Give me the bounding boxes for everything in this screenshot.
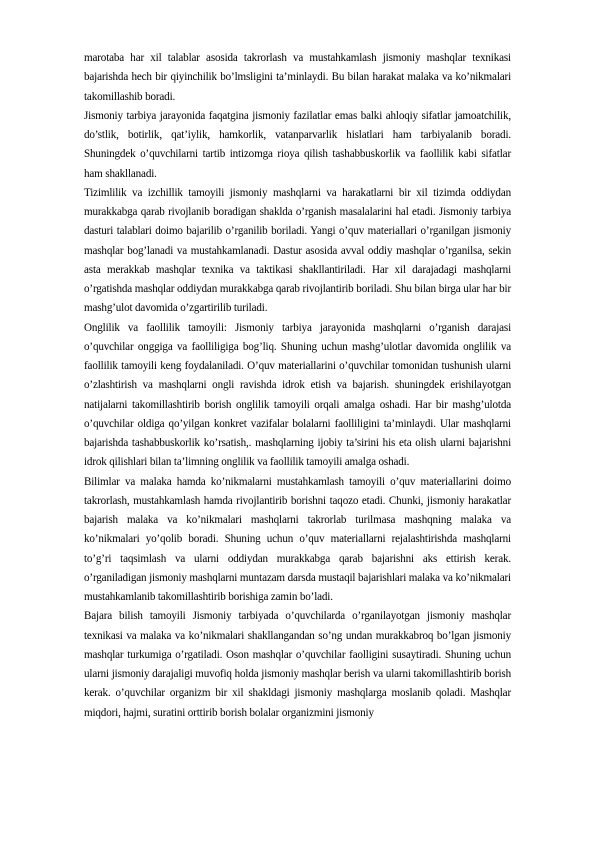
paragraph-moral-qualities: Jismoniy tarbiya jarayonida faqatgina jismoniy fazilatlar emas balki ahloqiy sifatlar jamoatchilik, do’stlik, botirlik, qat’iylik, hamkorlik, vatanparvarlik hislatlari ham tarbiyalanib boradi. Shuningdek o’quvchilarni tartib intizomga rioya qilish tashabbuskorlik va faollilik kabi sifatlar ham shakllanadi. xyxy=(84,109,511,180)
document-text-body xyxy=(84,49,511,723)
paragraph-systematic-principle: Tizimlilik va izchillik tamoyili jismoniy mashqlarni va harakatlarni bir xil tizimda oddiydan murakkabga qarab rivojlanib boradigan shaklda o’rganish masalalarini hal etadi. Jismoniy tarbiya dasturi talablari doimo bajarilib o’rganilib boriladi. Yangi o’quv materiallari o’rganilgan jismoniy mashqlar bog’lanadi va mustahkamlanadi. Dastur asosida avval oddiy mashqlar o’rganilsa, sekin asta merakkab mashqlar texnika va taktikasi shakllantiriladi. Har xil darajadagi mashqlarni o’rgatishda mashqlar oddiydan murakkabga qarab rivojlantirib boriladi. Shu bilan birga ular har bir mashg’ulot davomida o’zgartirilib turiladi. xyxy=(84,186,511,315)
paragraph-skills-principle: Bilimlar va malaka hamda ko’nikmalarni mustahkamlash tamoyili o’quv materiallarini doimo takrorlash, mustahkamlash hamda rivojlantirib borishni taqozo etadi. Chunki, jismoniy harakatlar bajarish malaka va ko’nikmalari mashqlarni takrorlab turilmasa mashqning malaka va ko’nikmalari yo’qolib boradi. Shuning uchun o’quv materiallarni rejalashtirishda mashqlarni to’g’ri taqsimlash va ularni oddiydan murakkabga qarab bajarishni aks ettirish kerak. o’rganiladigan jismoniy mashqlarni muntazam darsda mustaqil bajarishlari malaka va ko’nikmalari mustahkamlanib takomillashtirib borishiga zamin bo’ladi. xyxy=(84,475,511,603)
paragraph-continuation: marotaba har xil talablar asosida takrorlash va mustahkamlash jismoniy mashqlar texnikasi bajarishda hech bir qiyinchilik bo’lmsligini ta’minlaydi. Bu bilan harakat malaka va ko’nikmalari takomillashib boradi. xyxy=(84,52,511,103)
paragraph-accessibility-principle: Bajara bilish tamoyili Jismoniy tarbiyada o’quvchilarda o’rganilayotgan jismoniy mashqlar texnikasi va malaka va ko’nikmalari shakllangandan so’ng undan murakkabroq bo’lgan jismoniy mashqlar turkumiga o’rgatiladi. Oson mashqlar o’quvchilar faolligini susaytiradi. Shuning uchun ularni jismoniy darajaligi muvofiq holda jismoniy mashqlar berish va ularni takomillashtirib borish kerak. o’quvchilar organizm bir xil shakldagi jismoniy mashqlarga moslanib qoladi. Mashqlar miqdori, hajmi, suratini orttirib borish bolalar organizmini jismoniy xyxy=(84,610,511,719)
paragraph-consciousness-principle: Onglilik va faollilik tamoyili: Jismoniy tarbiya jarayonida mashqlarni o’rganish darajasi o’quvchilar onggiga va faolliligiga bog’liq. Shuning uchun mashg’ulotlar davomida onglilik va faollilik tamoyili keng foydalaniladi. O’quv materiallarini o’quvchilar tomonidan tushunish ularni o’zlashtirish va mashqlarni ongli ravishda idrok etish va bajarish. shuningdek erishilayotgan natijalarni takomillashtirib borish onglilik tamoyili orqali amalga oshadi. Har bir mashg’ulotda o’quvchilar oldiga qo’yilgan konkret vazifalar bolalarni faolliligini ta’minlaydi. Ular mashqlarni bajarishda tashabbuskorlik ko’rsatish,. mashqlarning ijobiy ta’sirini his eta olish ularni bajarishni idrok qilishlari bilan ta’limning onglilik va faollilik tamoyili amalga oshadi. xyxy=(84,321,511,469)
